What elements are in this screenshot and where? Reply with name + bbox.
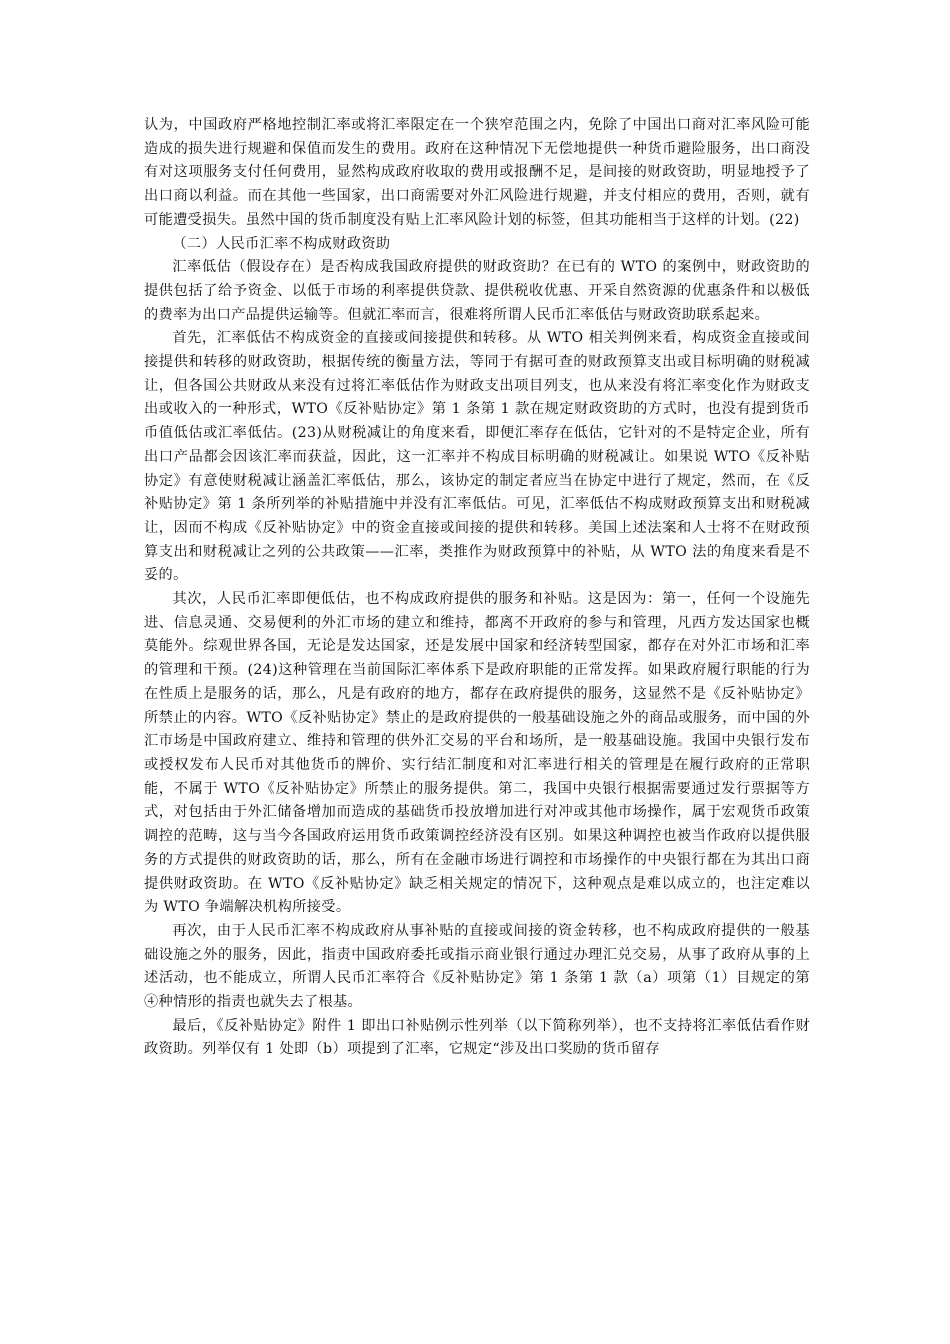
section-heading: （二）人民币汇率不构成财政资助 — [172, 235, 391, 252]
body-paragraph: 再次，由于人民币汇率不构成政府从事补贴的直接或间接的资金转移，也不构成政府提供的一般基础设施之外的服务，因此，指责中国政府委托或指示商业银行通过办理汇兑交易，从事了政府从事的上述活动，也不能成立，所谓人民币汇率符合《反补贴协定》第 1 条第 1 款（a）项第（1）目规定的第④种情形的指责也就失去了根基。 — [144, 922, 810, 1011]
body-paragraph: 汇率低估（假设存在）是否构成我国政府提供的财政资助？在已有的 WTO 的案例中，财政资助的提供包括了给予资金、以低于市场的利率提供贷款、提供税收优惠、开采自然资源的优惠条件和以极低的费率为出口产品提供运输等。但就汇率而言，很难将所谓人民币汇率低估与财政资助联系起来。 — [144, 259, 810, 323]
body-paragraph: 最后，《反补贴协定》附件 1 即出口补贴例示性列举（以下简称列举），也不支持将汇率低估看作财政资助。列举仅有 1 处即（b）项提到了汇率，它规定“涉及出口奖励的货币留存 — [144, 1017, 810, 1058]
body-paragraph: 其次，人民币汇率即便低估，也不构成政府提供的服务和补贴。这是因为：第一，任何一个设施先进、信息灵通、交易便利的外汇市场的建立和维持，都离不开政府的参与和管理，凡西方发达国家也概莫能外。综观世界各国，无论是发达国家，还是发展中国家和经济转型国家，都存在对外汇市场和汇率的管理和干预。(24)这种管理在当前国际汇率体系下是政府职能的正常发挥。如果政府履行职能的行为在性质上是服务的话，那么，凡是有政府的地方，都存在政府提供的服务，这显然不是《反补贴协定》所禁止的内容。WTO《反补贴协定》禁止的是政府提供的一般基础设施之外的商品或服务，而中国的外汇市场是中国政府建立、维持和管理的供外汇交易的平台和场所，是一般基础设施。我国中央银行发布或授权发布人民币对其他货币的牌价、实行结汇制度和对汇率进行相关的管理是在履行政府的正常职能，不属于 WTO《反补贴协定》所禁止的服务提供。第二，我国中央银行根据需要通过发行票据等方式，对包括由于外汇储备增加而造成的基础货币投放增加进行对冲或其他市场操作，属于宏观货币政策调控的范畴，这与当今各国政府运用货币政策调控经济没有区别。如果这种调控也被当作政府以提供服务的方式提供的财政资助的话，那么，所有在金融市场进行调控和市场操作的中央银行都在为其出口商提供财政资助。在 WTO《反补贴协定》缺乏相关规定的情况下，这种观点是难以成立的，也注定难以为 WTO 争端解决机构所接受。 — [144, 591, 810, 916]
document-page — [144, 114, 810, 1062]
body-paragraph-continued: 认为，中国政府严格地控制汇率或将汇率限定在一个狭窄范围之内，免除了中国出口商对汇率风险可能造成的损失进行规避和保值而发生的费用。政府在这种情况下无偿地提供一种货币避险服务，出口商没有对这项服务支付任何费用，显然构成政府收取的费用或报酬不足，是间接的财政资助，明显地授予了出口商以利益。而在其他一些国家，出口商需要对外汇风险进行规避，并支付相应的费用，否则，就有可能遭受损失。虽然中国的货币制度没有贴上汇率风险计划的标签，但其功能相当于这样的计划。(22) — [144, 117, 810, 228]
body-paragraph: 首先，汇率低估不构成资金的直接或间接提供和转移。从 WTO 相关判例来看，构成资金直接或间接提供和转移的财政资助，根据传统的衡量方法，等同于有据可查的财政预算支出或目标明确的财税减让，但各国公共财政从来没有过将汇率低估作为财政支出项目列支，也从来没有将汇率变化作为财政支出或收入的一种形式，WTO《反补贴协定》第 1 条第 1 款在规定财政资助的方式时，也没有提到货币币值低估或汇率低估。(23)从财税减让的角度来看，即便汇率存在低估，它针对的不是特定企业，所有出口产品都会因该汇率而获益，因此，这一汇率并不构成目标明确的财税减让。如果说 WTO《反补贴协定》有意使财税减让涵盖汇率低估，那么，该协定的制定者应当在协定中进行了规定，然而，在《反补贴协定》第 1 条所列举的补贴措施中并没有汇率低估。可见，汇率低估不构成财政预算支出和财税减让，因而不构成《反补贴协定》中的资金直接或间接的提供和转移。美国上述法案和人士将不在财政预算支出和财税减让之列的公共政策——汇率，类推作为财政预算中的补贴，从 WTO 法的角度来看是不妥的。 — [144, 330, 810, 584]
